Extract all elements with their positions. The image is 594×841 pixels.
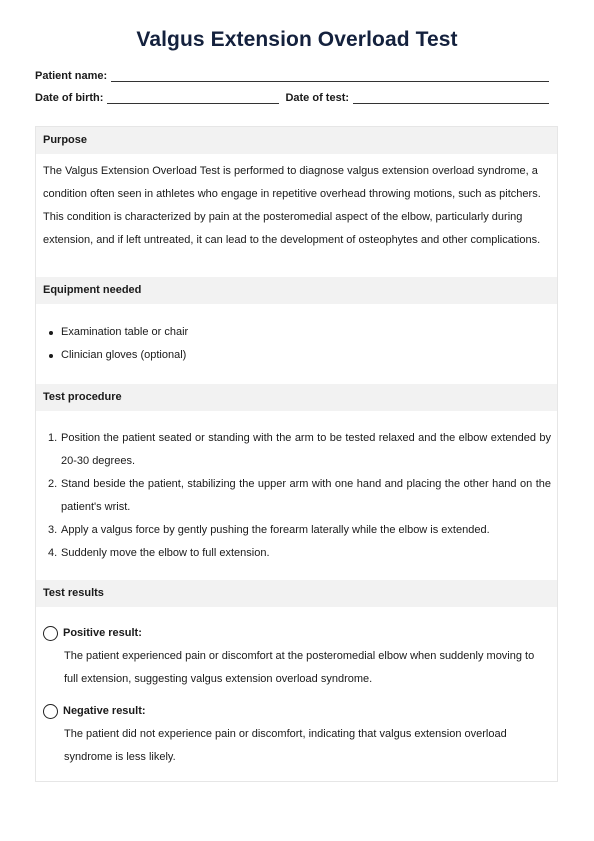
list-item [43,427,551,473]
step-number: 2. [48,478,58,490]
positive-result-radio[interactable] [43,626,58,641]
bullet-icon [49,331,53,335]
list-item [43,542,551,565]
results-heading: Test results [36,580,557,607]
equipment-item-text: Examination table or chair [61,326,189,338]
step-text: Position the patient seated or standing with the arm to be tested relaxed and the elbow extended by 20-30 degrees. [61,432,551,467]
patient-name-input[interactable] [111,71,549,82]
step-text: Suddenly move the elbow to full extension. [61,547,270,559]
positive-result-head [43,623,551,643]
date-of-test-input[interactable] [353,93,549,104]
list-item [43,321,551,344]
list-item [43,473,551,519]
purpose-text: The Valgus Extension Overload Test is performed to diagnose valgus extension overload syndrome, a condition often seen in athletes who engage in repetitive overhead throwing motions, such as pitchers. This condition is characterized by pain at the posteromedial aspect of the elbow, particularly during extension, and if left untreated, it can lead to the development of osteophytes and other complications. [43,165,541,246]
positive-result [43,623,551,691]
list-item [43,344,551,367]
date-of-birth-input[interactable] [107,93,279,104]
procedure-heading: Test procedure [36,384,557,411]
negative-result-text: The patient did not experience pain or discomfort, indicating that valgus extension overload syndrome is less likely. [64,728,507,763]
negative-result-head [43,701,551,721]
page-title: Valgus Extension Overload Test [136,28,458,51]
step-number: 3. [48,524,58,536]
patient-name-field [35,70,549,82]
step-text: Apply a valgus force by gently pushing the forearm laterally while the elbow is extended. [61,524,490,536]
test-form-card [35,126,558,782]
bullet-icon [49,354,53,358]
patient-name-label: Patient name: [35,70,108,82]
dob-field [35,92,549,104]
negative-result-label: Negative result: [63,705,146,717]
date-of-birth-label: Date of birth: [35,92,104,104]
negative-result [43,701,551,769]
negative-result-radio[interactable] [43,704,58,719]
positive-result-text: The patient experienced pain or discomfort at the posteromedial elbow when suddenly moving to full extension, suggesting valgus extension overload syndrome. [64,650,535,685]
equipment-list [43,321,551,367]
step-number: 1. [48,432,58,444]
equipment-item-text: Clinician gloves (optional) [61,349,187,361]
date-of-test-label: Date of test: [285,92,350,104]
step-number: 4. [48,547,58,559]
step-text: Stand beside the patient, stabilizing the upper arm with one hand and placing the other hand on the patient's wrist. [61,478,551,513]
procedure-list [43,427,551,565]
purpose-heading: Purpose [36,127,557,154]
list-item [43,519,551,542]
equipment-heading: Equipment needed [36,277,557,304]
positive-result-label: Positive result: [63,627,142,639]
